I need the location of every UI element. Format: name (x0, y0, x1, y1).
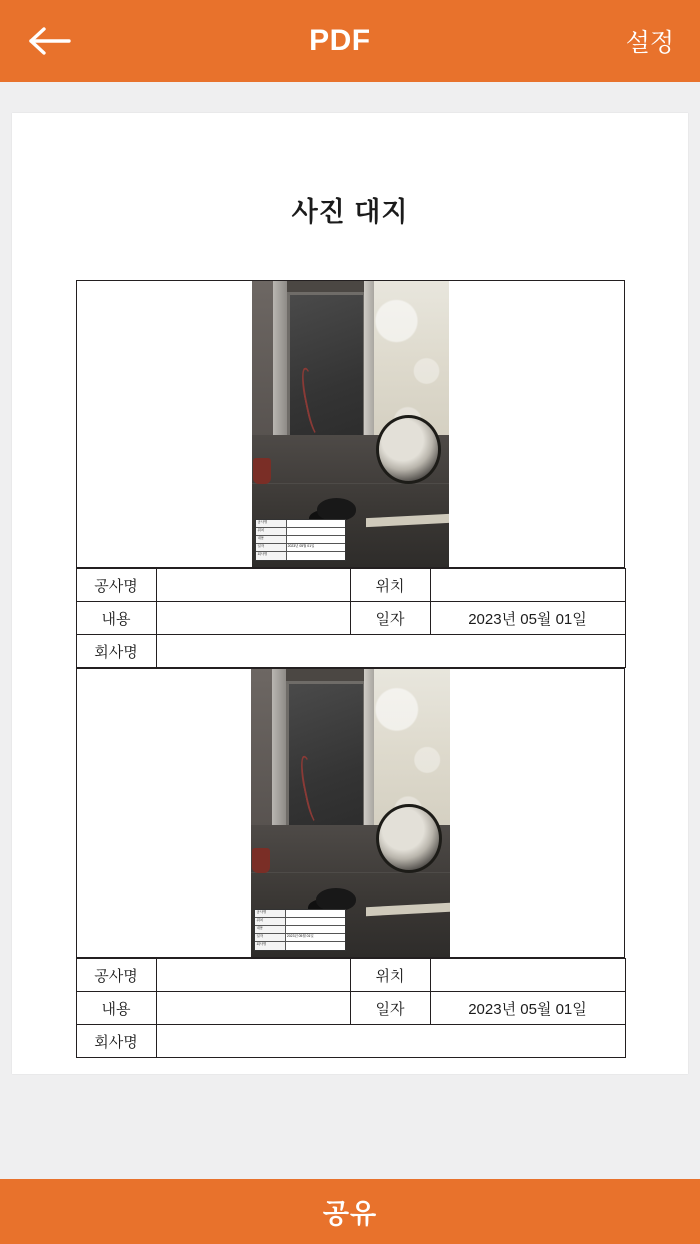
stamp-value (287, 536, 345, 543)
field-label-construction-name: 공사명 (76, 959, 156, 992)
field-label-company: 회사명 (76, 635, 156, 668)
site-photo (252, 281, 449, 567)
site-photo (251, 669, 450, 957)
top-app-bar (0, 0, 700, 82)
field-label-content: 내용 (76, 602, 156, 635)
field-label-content: 내용 (76, 992, 156, 1025)
stamp-key: 일자 (255, 934, 285, 941)
page-title: PDF (309, 24, 371, 57)
table-row (76, 992, 625, 1025)
table-row (76, 602, 625, 635)
photo-embedded-stamp (254, 909, 346, 951)
field-label-company: 회사명 (76, 1025, 156, 1058)
stamp-key: 회사명 (256, 552, 286, 560)
field-value-construction-name[interactable] (156, 959, 350, 992)
photo-cell[interactable] (76, 668, 625, 958)
document-title: 사진 대지 (291, 197, 409, 227)
stamp-value (286, 926, 345, 933)
stamp-value (286, 942, 345, 950)
field-value-date[interactable]: 2023년 05월 01일 (430, 992, 625, 1025)
stamp-value: 2023년 05월 01일 (286, 934, 314, 939)
table-row (76, 959, 625, 992)
field-value-content[interactable] (156, 602, 350, 635)
stamp-value: 2023년 05월 01일 (287, 544, 315, 549)
field-value-location[interactable] (430, 569, 625, 602)
field-value-location[interactable] (430, 959, 625, 992)
stamp-value (287, 552, 345, 560)
field-label-location: 위치 (350, 959, 430, 992)
field-label-date: 일자 (350, 602, 430, 635)
stamp-value (287, 528, 345, 535)
photo-cell[interactable] (76, 280, 625, 568)
field-value-construction-name[interactable] (156, 569, 350, 602)
field-label-location: 위치 (350, 569, 430, 602)
field-label-construction-name: 공사명 (76, 569, 156, 602)
field-value-company[interactable] (156, 1025, 625, 1058)
report-block (76, 668, 625, 1058)
stamp-key: 내용 (256, 536, 286, 543)
table-row (76, 569, 625, 602)
report-info-table (76, 568, 626, 668)
stamp-key: 공사명 (256, 520, 286, 527)
share-button[interactable]: 공유 (0, 1179, 700, 1244)
stamp-key: 일자 (256, 544, 286, 551)
stamp-value (286, 918, 345, 925)
table-row (76, 635, 625, 668)
stamp-key: 위치 (256, 528, 286, 535)
field-value-company[interactable] (156, 635, 625, 668)
stamp-key: 회사명 (255, 942, 285, 950)
table-row (76, 1025, 625, 1058)
stamp-value (286, 910, 345, 917)
pdf-scroll-area[interactable] (0, 82, 700, 1155)
field-label-date: 일자 (350, 992, 430, 1025)
report-block (76, 280, 625, 668)
field-value-content[interactable] (156, 992, 350, 1025)
stamp-key: 내용 (255, 926, 285, 933)
photo-embedded-stamp (255, 519, 346, 561)
settings-button[interactable]: 설정 (625, 29, 674, 57)
report-info-table (76, 958, 626, 1058)
stamp-value (287, 520, 345, 527)
pdf-page (12, 113, 688, 1074)
field-value-date[interactable]: 2023년 05월 01일 (430, 602, 625, 635)
bottom-spacer (0, 1155, 700, 1179)
stamp-key: 공사명 (255, 910, 285, 917)
stamp-key: 위치 (255, 918, 285, 925)
